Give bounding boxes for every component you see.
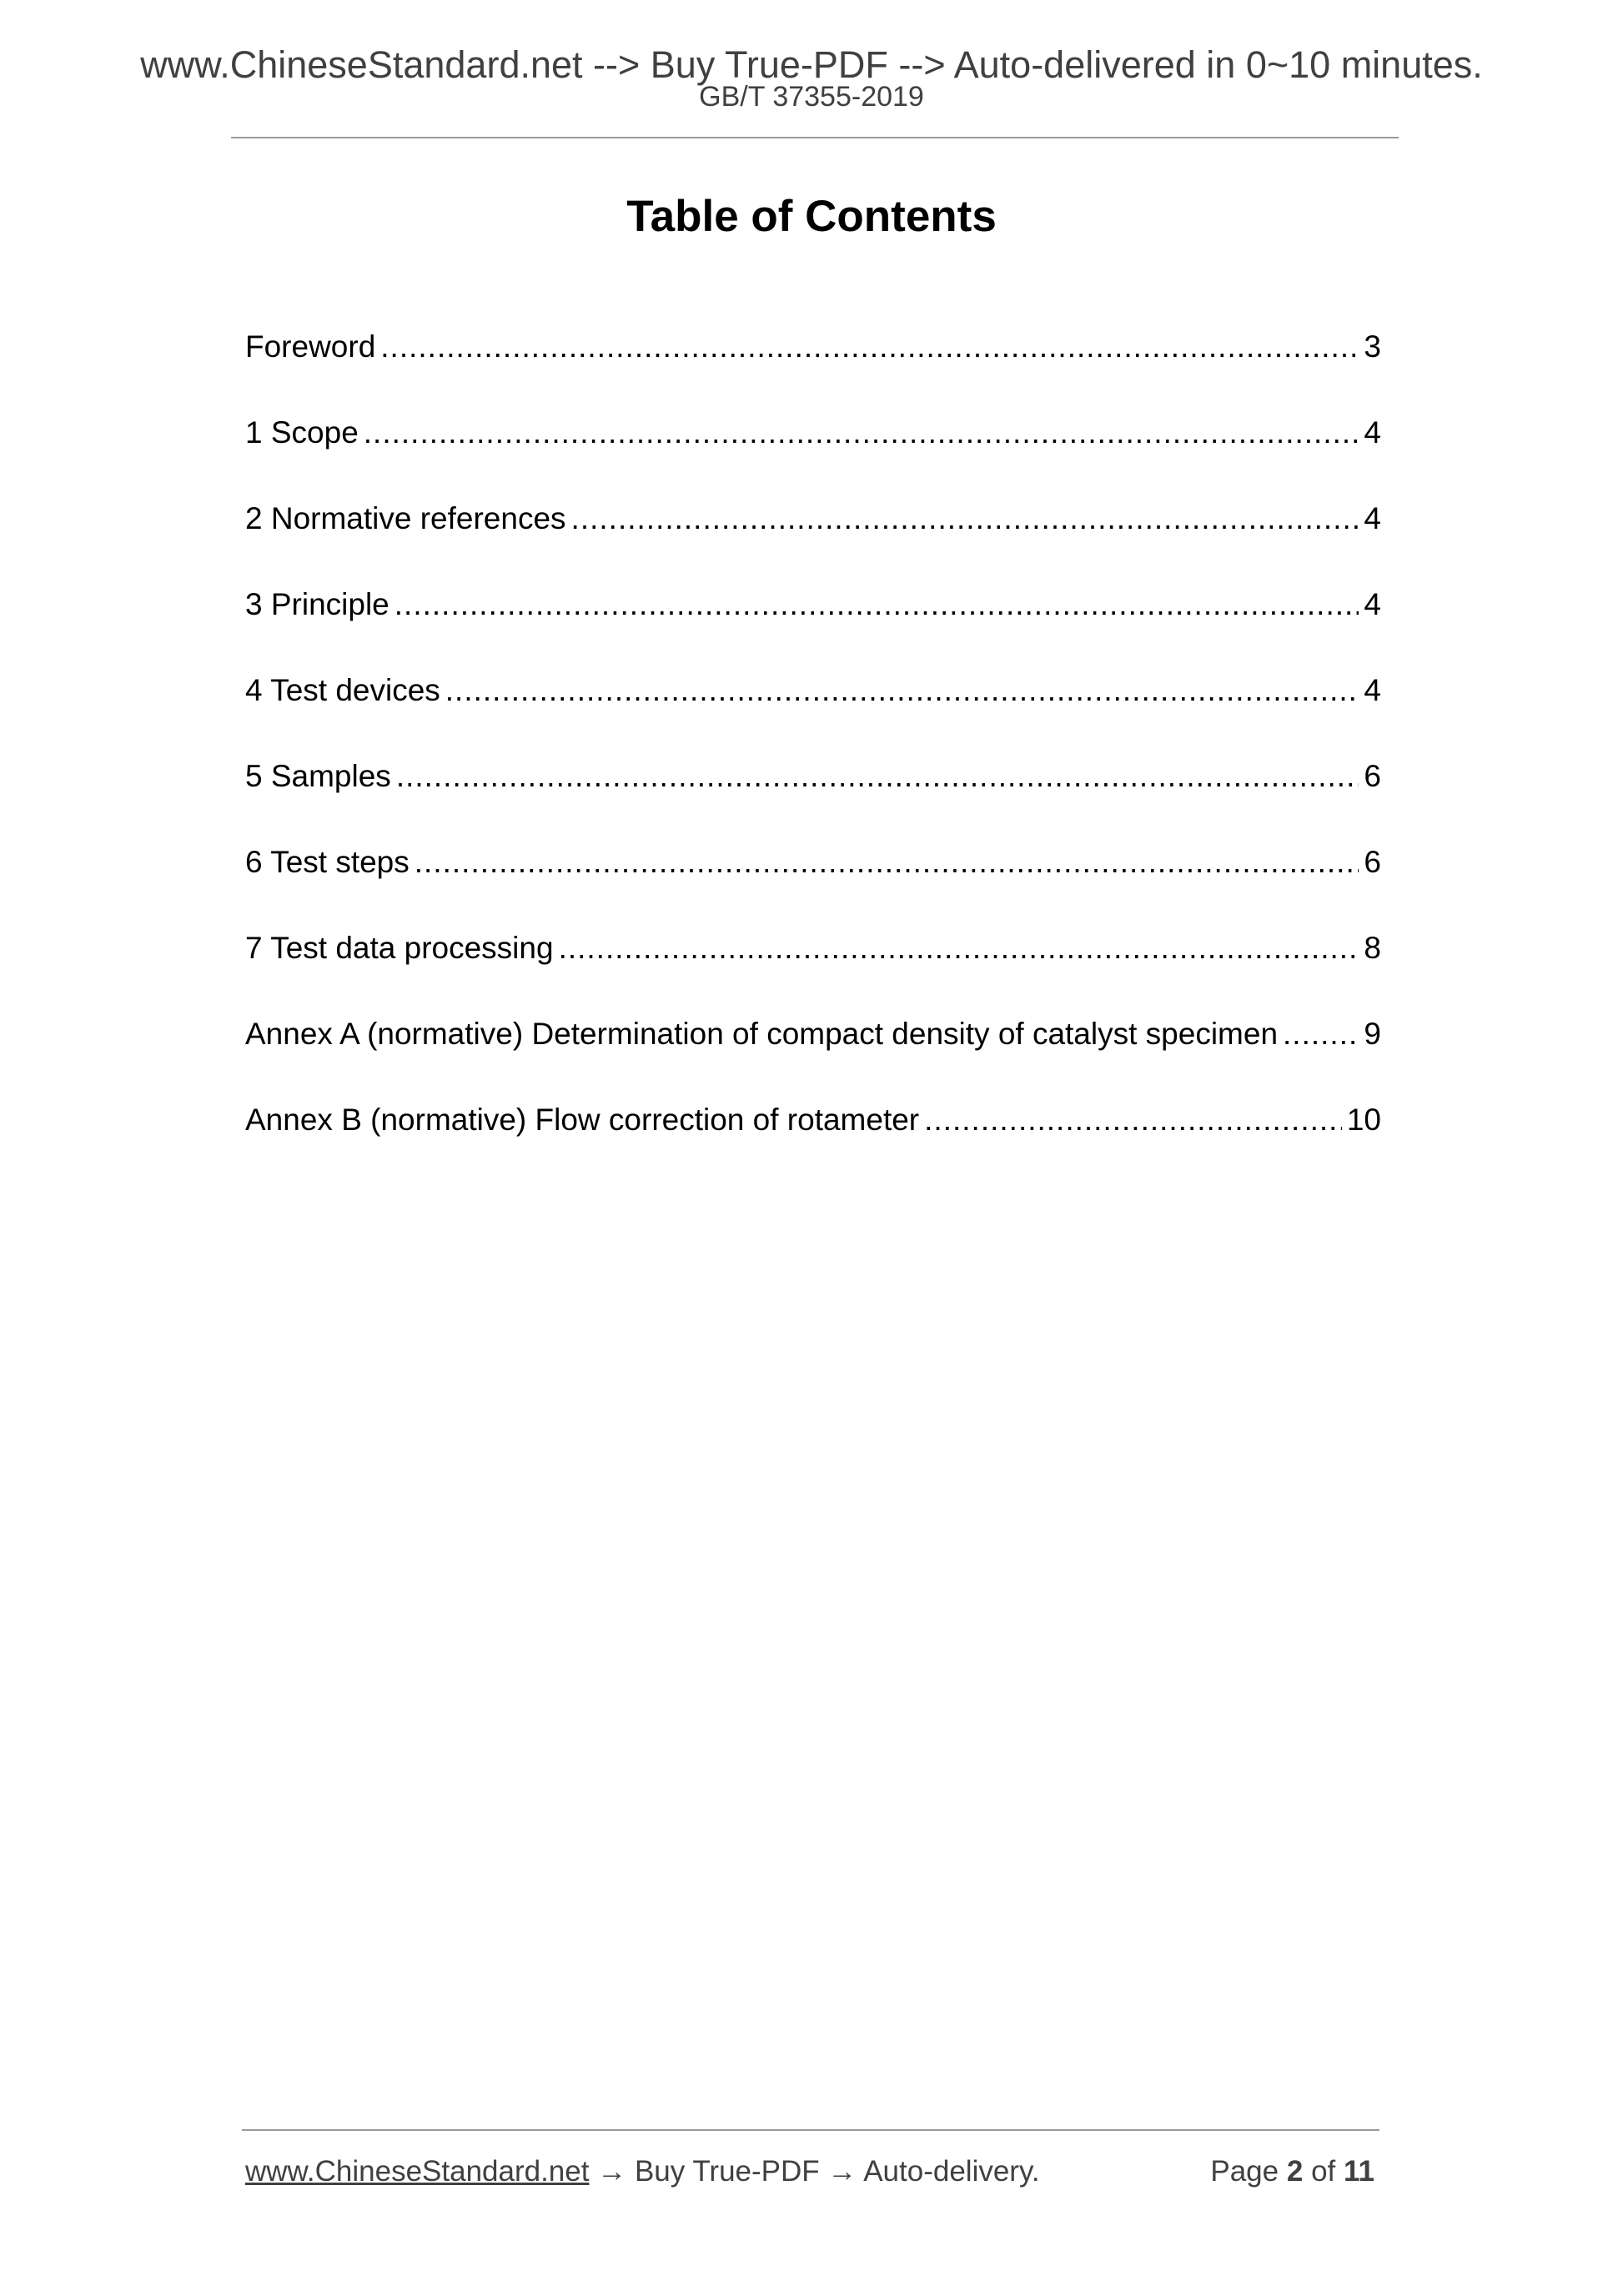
toc-entry-normative-references[interactable]: [245, 492, 1381, 578]
header-divider: [231, 137, 1399, 138]
toc-title: Table of Contents: [626, 192, 997, 241]
header-banner: www.ChineseStandard.net --> Buy True-PDF --> Auto-delivered in 0~10 minutes.: [140, 43, 1483, 86]
footer-divider: [242, 2129, 1379, 2131]
arrow-right-icon: →: [597, 2155, 627, 2188]
toc-leader-dots: [364, 406, 1359, 460]
toc-entry-label: 6 Test steps: [245, 845, 410, 879]
toc-entry-test-steps[interactable]: [245, 836, 1381, 922]
toc-leader-dots: [396, 750, 1359, 803]
toc-entry-page: 4: [1364, 673, 1381, 707]
toc-leader-dots: [415, 836, 1359, 889]
toc-leader-dots: [394, 578, 1359, 631]
footer-buy-text: Buy True-PDF: [634, 2155, 820, 2188]
toc-entry-page: 9: [1364, 1017, 1381, 1051]
toc-entry-label: 5 Samples: [245, 759, 391, 793]
toc-entry-label: Annex B (normative) Flow correction of rotameter: [245, 1103, 920, 1137]
toc-entry-label: 3 Principle: [245, 587, 389, 621]
toc-entry-page: 8: [1364, 931, 1381, 965]
toc-entry-scope[interactable]: [245, 406, 1381, 492]
toc-entry-annex-a[interactable]: [245, 1007, 1381, 1093]
page-indicator: [1210, 2152, 1374, 2192]
toc-leader-dots: [1283, 1007, 1359, 1061]
footer-site-link[interactable]: www.ChineseStandard.net: [245, 2155, 590, 2188]
toc-entry-principle[interactable]: [245, 578, 1381, 664]
toc-entry-label: 4 Test devices: [245, 673, 440, 707]
toc-leader-dots: [380, 320, 1359, 374]
toc-entry-page: 4: [1364, 415, 1381, 450]
toc-entry-label: 2 Normative references: [245, 501, 566, 535]
toc-entry-annex-b[interactable]: [245, 1093, 1381, 1179]
of-word: of: [1311, 2155, 1336, 2188]
toc-entry-page: 4: [1364, 501, 1381, 535]
current-page-number: 2: [1286, 2155, 1304, 2188]
toc-entry-page: 10: [1346, 1103, 1381, 1137]
toc-entry-label: 7 Test data processing: [245, 931, 554, 965]
arrow-right-icon: →: [827, 2155, 857, 2188]
toc-leader-dots: [571, 492, 1359, 545]
document-code: GB/T 37355-2019: [699, 81, 924, 113]
toc-entry-foreword[interactable]: [245, 320, 1381, 406]
toc-list: [245, 320, 1381, 1179]
toc-leader-dots: [559, 922, 1359, 975]
toc-entry-label: Foreword: [245, 329, 376, 364]
page-word: Page: [1210, 2155, 1279, 2188]
footer-promo: [245, 2152, 1040, 2192]
total-pages-number: 11: [1344, 2155, 1374, 2188]
toc-entry-label: Annex A (normative) Determination of compact density of catalyst specimen: [245, 1017, 1279, 1051]
toc-entry-label: 1 Scope: [245, 415, 359, 450]
toc-entry-page: 6: [1364, 845, 1381, 879]
toc-entry-test-devices[interactable]: [245, 664, 1381, 750]
footer: [245, 2152, 1374, 2192]
toc-entry-page: 4: [1364, 587, 1381, 621]
toc-leader-dots: [445, 664, 1359, 717]
toc-entry-page: 3: [1364, 329, 1381, 364]
toc-entry-test-data-processing[interactable]: [245, 922, 1381, 1007]
toc-entry-samples[interactable]: [245, 750, 1381, 836]
toc-leader-dots: [924, 1093, 1342, 1147]
toc-entry-page: 6: [1364, 759, 1381, 793]
footer-delivery-text: Auto-delivery.: [863, 2155, 1040, 2188]
